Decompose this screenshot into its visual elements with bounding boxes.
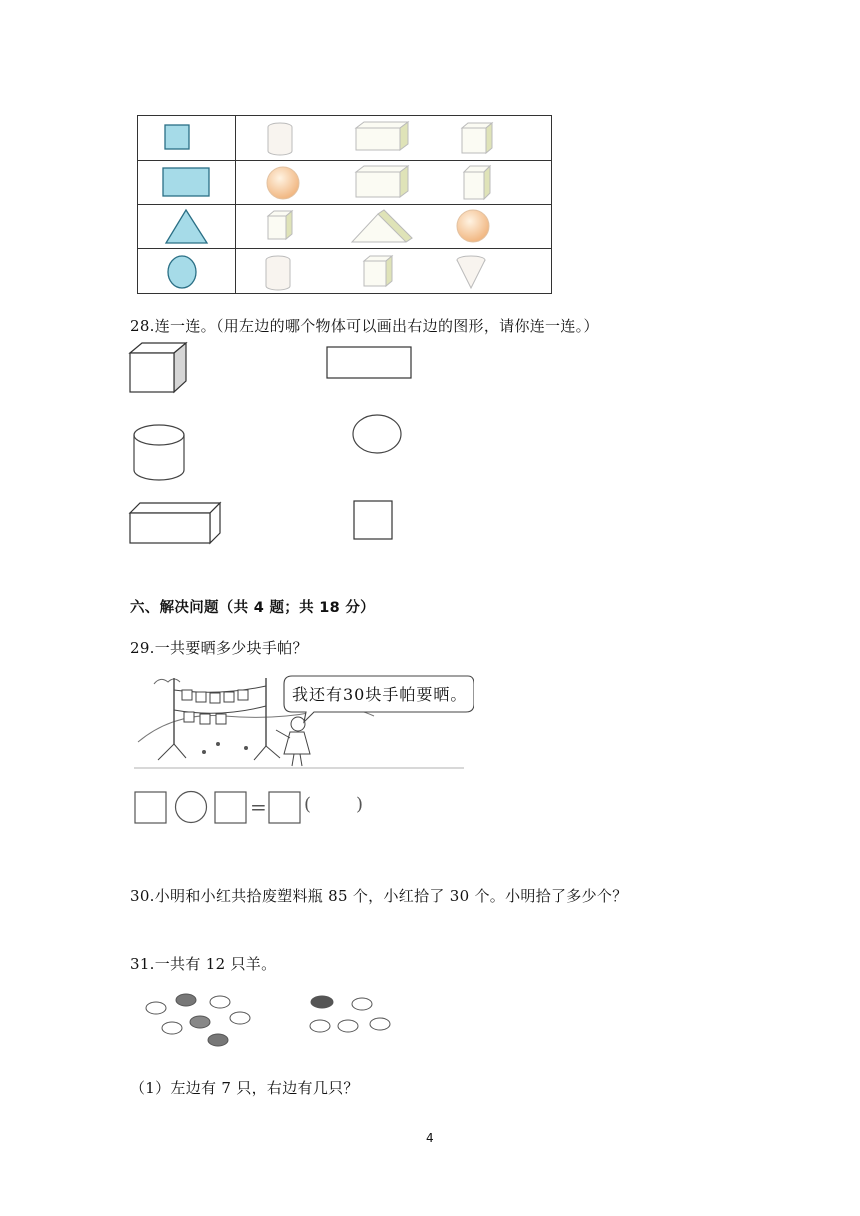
table-row-divider (138, 248, 551, 249)
rectangle-outline-figure (326, 346, 414, 380)
question-31-subquestion-1: （1）左边有 7 只，右边有几只？ (130, 1079, 359, 1097)
equals-sign: = (250, 795, 268, 819)
table-column-divider (235, 116, 236, 293)
answer-box[interactable] (214, 791, 248, 825)
question-29-prompt: 29.一共要晒多少块手帕？ (130, 639, 308, 657)
table-row-divider (138, 160, 551, 161)
cuboid-flat-solid-icon (352, 120, 412, 154)
sheep-group-right-illustration (298, 990, 402, 1042)
square-outline-figure (353, 500, 395, 542)
cone-solid-icon (454, 252, 490, 292)
blue-square-shape (164, 124, 192, 152)
cube-solid-icon (458, 120, 498, 156)
tall-cuboid-solid-icon (458, 163, 498, 201)
cube-solid-icon (360, 253, 396, 291)
blue-triangle-shape (164, 208, 210, 246)
shape-matching-table (137, 115, 552, 294)
blue-circle-shape (166, 254, 200, 292)
cuboid-long-solid-icon (352, 163, 412, 201)
triangular-prism-solid-icon (348, 208, 416, 246)
oval-outline-figure (352, 414, 404, 456)
unit-paren-open: ( (304, 794, 312, 815)
blue-rectangle-shape (162, 167, 212, 199)
cylinder-outline-figure (132, 423, 188, 483)
sphere-solid-icon (456, 206, 492, 246)
speech-bubble-text: 我还有30块手帕要晒。 (292, 685, 468, 704)
unit-paren-close: ) (356, 794, 364, 815)
small-cube-solid-icon (262, 208, 298, 244)
table-row-divider (138, 204, 551, 205)
operator-circle[interactable] (174, 790, 210, 826)
cube-outline-figure (128, 341, 190, 395)
cylinder-solid-icon (262, 253, 298, 293)
section-6-heading: 六、解决问题（共 4 题；共 18 分） (130, 600, 375, 616)
question-31-prompt: 31.一共有 12 只羊。 (130, 955, 277, 973)
sheep-group-left-illustration (140, 988, 264, 1050)
answer-box[interactable] (268, 791, 302, 825)
cuboid-outline-figure (128, 500, 224, 546)
sphere-solid-icon (266, 164, 302, 202)
answer-box[interactable] (134, 791, 168, 825)
page-number: 4 (426, 1131, 434, 1145)
cylinder-solid-icon (264, 120, 300, 158)
question-28-prompt: 28.连一连。（用左边的哪个物体可以画出右边的图形，请你连一连。） (130, 317, 599, 335)
question-30-prompt: 30.小明和小红共拾废塑料瓶 85 个，小红拾了 30 个。小明拾了多少个？ (130, 887, 628, 905)
